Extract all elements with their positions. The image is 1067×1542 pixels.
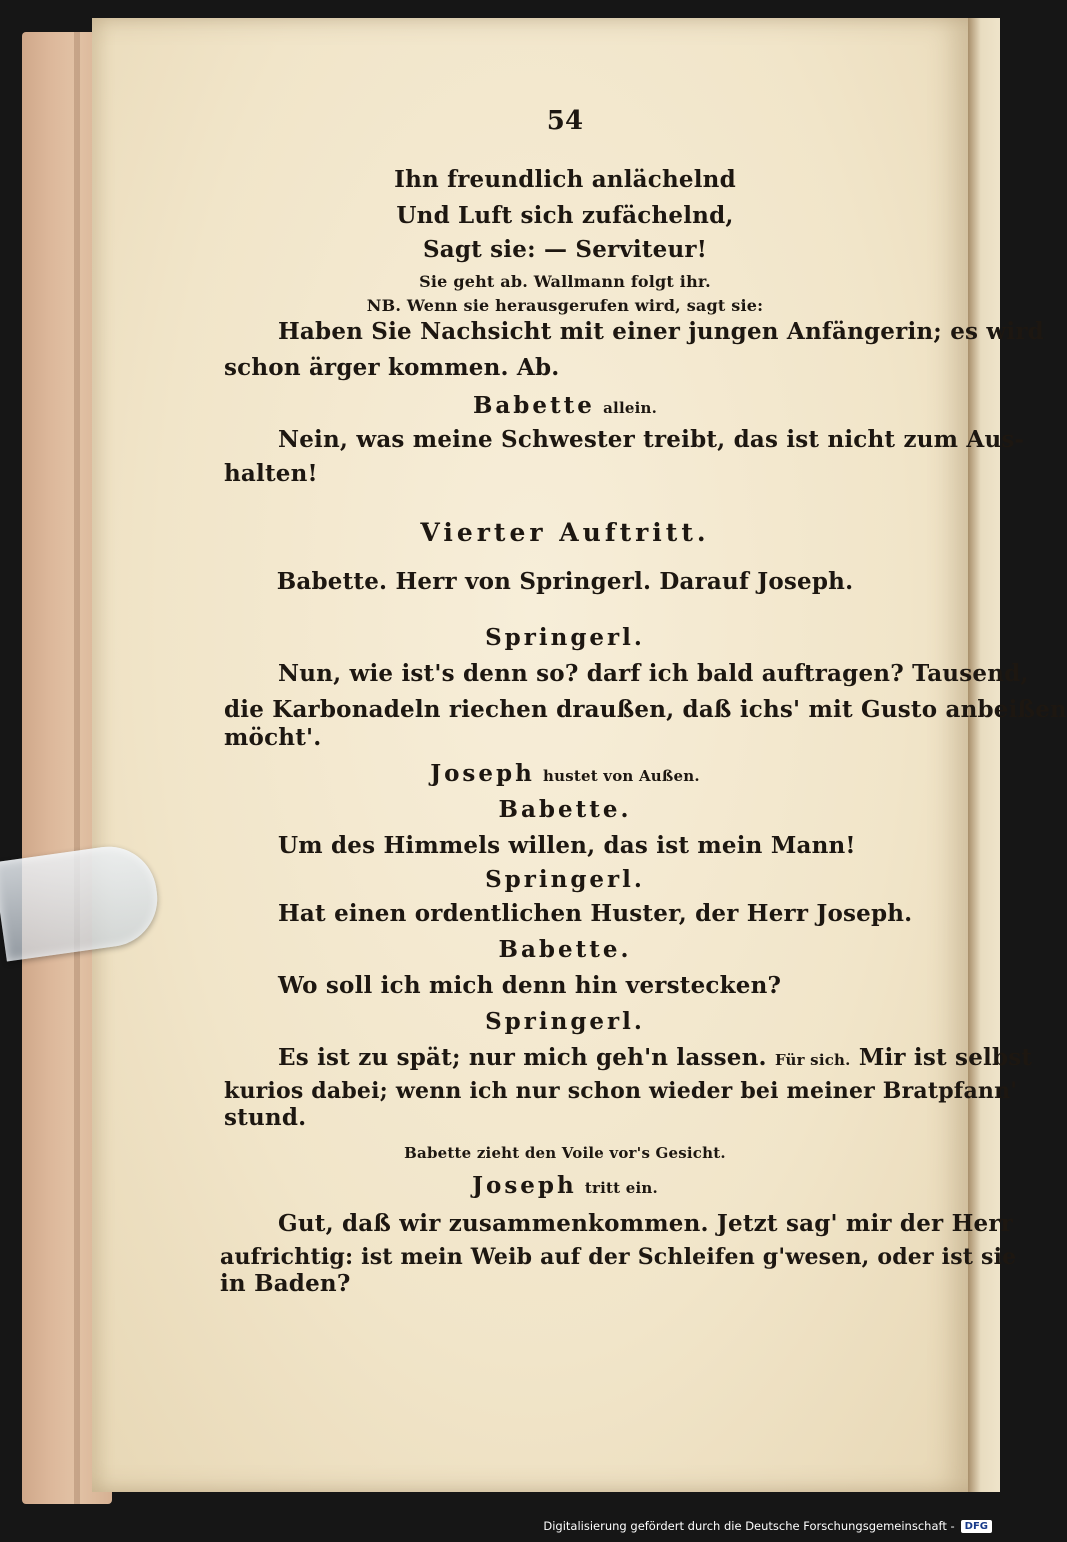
prose-line: halten!	[224, 460, 318, 487]
prose-line: in Baden?	[220, 1270, 351, 1297]
stage-direction: hustet von Außen.	[543, 767, 700, 785]
speaker-line	[220, 760, 910, 787]
scene-heading: Vierter Auftritt.	[420, 518, 710, 547]
prose-line: schon ärger kommen. Ab.	[224, 354, 560, 381]
stage-direction: NB. Wenn sie herausgerufen wird, sagt sie:	[366, 296, 764, 315]
speaker-name: Babette	[472, 392, 595, 419]
speaker-name: Springerl.	[485, 1008, 645, 1035]
speaker-name: Joseph	[472, 1172, 577, 1199]
credit-text: Digitalisierung gefördert durch die Deutsche Forschungsgemeinschaft -	[543, 1519, 955, 1533]
characters-line: Babette. Herr von Springerl. Darauf Joseph.	[276, 568, 854, 595]
prose-line: Gut, daß wir zusammenkommen. Jetzt sag' mir der Herr	[278, 1210, 1013, 1237]
speaker-line	[220, 392, 910, 419]
dfg-logo: DFG	[961, 1520, 992, 1533]
speaker-name: Babette.	[498, 936, 632, 963]
stage-direction: tritt ein.	[584, 1179, 658, 1197]
prose-line: möcht'.	[224, 724, 322, 751]
verse-line: Und Luft sich zufächelnd,	[396, 202, 734, 229]
stage-direction: Babette zieht den Voile vor's Gesicht.	[404, 1144, 726, 1162]
stage-direction: allein.	[603, 399, 658, 417]
page-number: 54	[546, 106, 584, 136]
prose-line: Hat einen ordentlichen Huster, der Herr Joseph.	[278, 900, 913, 927]
speaker-name: Babette.	[498, 796, 632, 823]
speaker-name: Springerl.	[485, 866, 645, 893]
digitization-credit	[543, 1515, 992, 1537]
prose-line: kurios dabei; wenn ich nur schon wieder bei meiner Bratpfann'	[224, 1078, 1018, 1104]
next-page-edge	[968, 18, 1000, 1492]
speaker-line	[220, 1172, 910, 1199]
prose-line: die Karbonadeln riechen draußen, daß ichs' mit Gusto anbeißen	[224, 696, 1067, 723]
speaker-name: Joseph	[430, 760, 535, 787]
prose-line: Nein, was meine Schwester treibt, das ist nicht zum Aus-	[278, 426, 1025, 453]
prose-line: Nun, wie ist's denn so? darf ich bald auftragen? Tausend,	[278, 660, 1029, 687]
prose-line: stund.	[224, 1104, 307, 1131]
stage-direction: Sie geht ab. Wallmann folgt ihr.	[419, 272, 711, 291]
prose-line	[278, 1044, 1032, 1071]
prose-line: Um des Himmels willen, das ist mein Mann!	[278, 832, 856, 859]
prose-text: Mir ist selbst	[858, 1044, 1033, 1071]
speaker-name: Springerl.	[485, 624, 645, 651]
prose-line: Wo soll ich mich denn hin verstecken?	[278, 972, 782, 999]
stage-direction: Für sich.	[774, 1051, 851, 1069]
prose-line: aufrichtig: ist mein Weib auf der Schleifen g'wesen, oder ist sie	[220, 1244, 1017, 1270]
verse-line: Sagt sie: — Serviteur!	[422, 236, 708, 263]
verse-line: Ihn freundlich anlächelnd	[394, 166, 736, 193]
prose-text: Es ist zu spät; nur mich geh'n lassen.	[278, 1044, 767, 1071]
prose-line: Haben Sie Nachsicht mit einer jungen Anfängerin; es wird	[278, 318, 1044, 345]
